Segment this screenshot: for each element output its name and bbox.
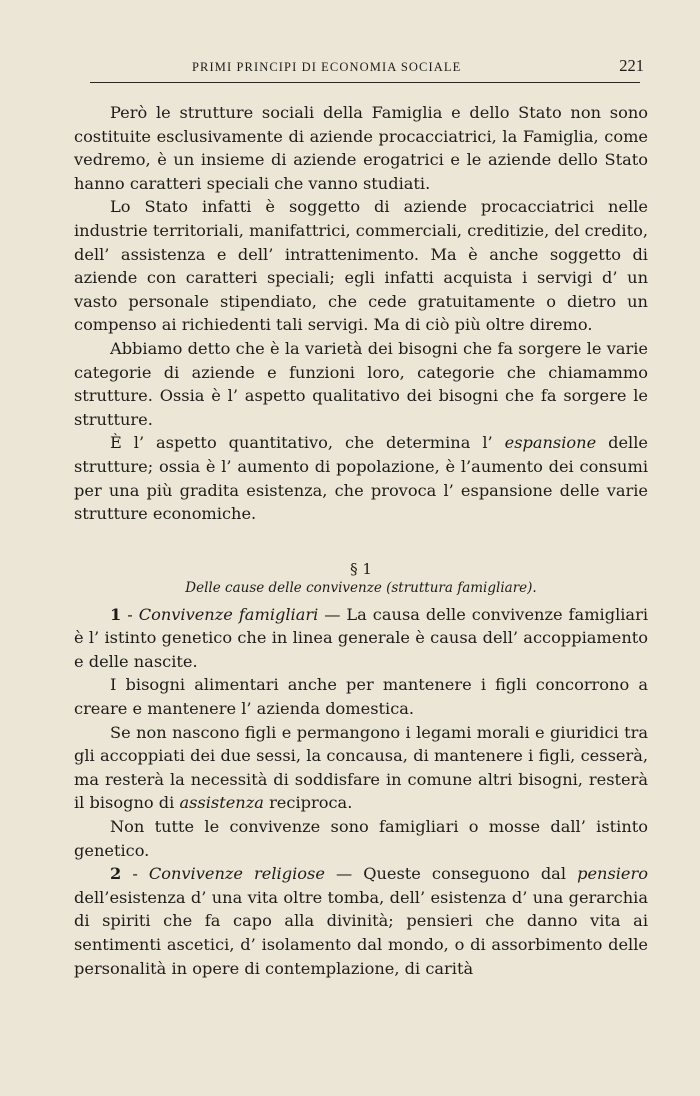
text-run: — Queste conseguono dal	[324, 864, 578, 884]
item-dash: -	[121, 864, 149, 884]
page-number: 221	[619, 56, 644, 75]
section-title: Delle cause delle convivenze (struttura famigliare).	[185, 579, 537, 596]
item-number: 1	[110, 604, 122, 624]
paragraph	[74, 431, 648, 525]
text-run: reciproca.	[263, 793, 353, 813]
item-title: Convivenze religiose	[148, 864, 325, 884]
text-run: Se non nascono figli e permangono i legami morali e giuridici tra gli accoppiati dei due sessi, la concausa, di mantenere i figli, cesserà, ma resterà la necessità di soddisfare in comune altri bisogni, resterà il bisogno di	[74, 722, 648, 813]
page-body	[74, 101, 648, 980]
text-run: È l’ aspetto quantitativo, che determina l’	[110, 433, 505, 453]
page-header	[74, 56, 650, 82]
paragraph: I bisogni alimentari anche per mantenere i figli concorrono a creare e mantenere l’ azienda domestica.	[74, 675, 648, 719]
paragraph: Abbiamo detto che è la varietà dei bisogni che fa sorgere le varie categorie di aziende e funzioni loro, categorie che chiamammo strutture. Ossia è l’ aspetto qualitativo dei bisogni che fa sorgere le strutture.	[74, 338, 648, 429]
numbered-paragraph	[74, 603, 648, 674]
italic-term: espansione	[504, 433, 597, 453]
text-run: — La causa delle convivenze famigliari è l’ istinto genetico che in linea generale è causa dell’ accoppiamento e delle nascite.	[74, 604, 648, 671]
paragraph: Lo Stato infatti è soggetto di aziende procacciatrici nelle industrie territoriali, manifattrici, commerciali, creditizie, del credito, dell’ assistenza e dell’ intrattenimento. Ma è anche soggetto di aziende con caratteri speciali; egli infatti acquista i servigi d’ un vasto personale stipendiato, che cede gratuitamente o dietro un compenso ai richiedenti tali servigi. Ma di ciò più oltre diremo.	[74, 197, 648, 335]
header-rule	[90, 82, 640, 83]
numbered-paragraph	[74, 862, 648, 980]
paragraph	[74, 721, 648, 815]
section-heading	[74, 560, 648, 597]
item-dash: -	[121, 604, 139, 624]
item-title: Convivenze famigliari	[138, 604, 319, 624]
running-title: PRIMI PRINCIPI DI ECONOMIA SOCIALE	[192, 60, 462, 74]
italic-term: assistenza	[179, 793, 264, 813]
text-run: dell’esistenza d’ una vita oltre tomba, dell’ esistenza d’ una gerarchia di spiriti che fa capo alla divinità; pensieri che danno vita ai sentimenti ascetici, d’ isolamento dal mondo, o di assorbimento delle personalità in opere di contemplazione, di carità	[74, 887, 648, 978]
section-mark: § 1	[350, 559, 372, 578]
paragraph: Non tutte le convivenze sono famigliari o mosse dall’ istinto genetico.	[74, 817, 648, 860]
italic-term: pensiero	[577, 864, 648, 884]
paragraph: Però le strutture sociali della Famiglia e dello Stato non sono costituite esclusivamente di aziende procacciatrici, la Famiglia, come vedremo, è un insieme di aziende erogatrici e le aziende dello Stato hanno caratteri speciali che vanno studiati.	[74, 103, 648, 193]
text-run: delle strutture; ossia è l’ aumento di popolazione, è l’aumento dei consumi per una più gradita esistenza, che provoca l’ espansione delle varie strutture economiche.	[74, 433, 648, 524]
item-number: 2	[110, 864, 122, 884]
